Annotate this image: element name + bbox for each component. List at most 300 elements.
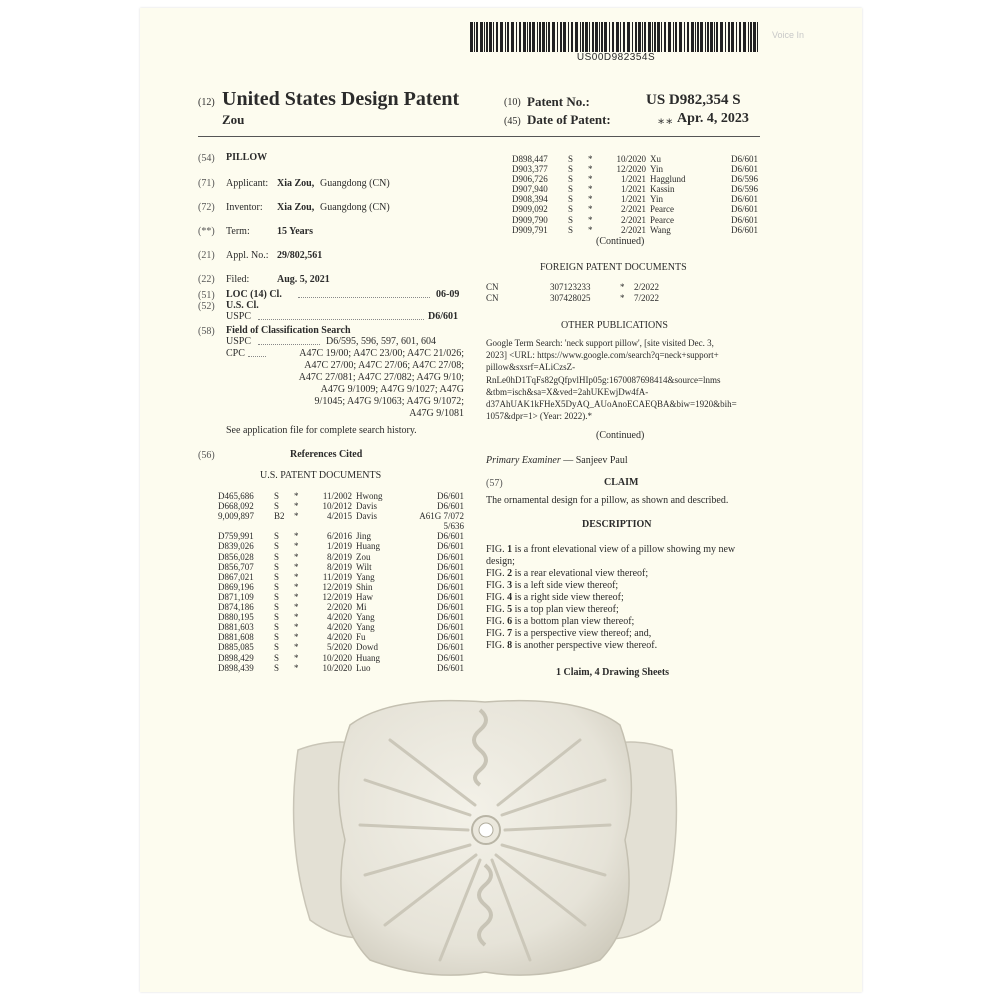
reference-date: 4/2020 — [326, 622, 352, 633]
reference-num: D906,726 — [512, 174, 548, 185]
barcode-bar — [714, 22, 715, 52]
barcode-bar — [707, 22, 709, 52]
reference-kind: S — [568, 224, 574, 235]
reference-star-cell — [294, 511, 304, 521]
barcode-bar — [592, 22, 594, 52]
reference-star-cell — [294, 592, 304, 602]
barcode-bar — [516, 22, 517, 52]
reference-star-cell — [294, 663, 304, 673]
us-patent-table-right — [512, 154, 758, 235]
reference-cls: D6/601 — [437, 561, 464, 572]
reference-row — [218, 642, 464, 652]
reference-star-cell — [294, 572, 304, 582]
foreign-docs-table — [486, 282, 762, 304]
code-22: (22) — [198, 274, 215, 285]
barcode-bar — [595, 22, 598, 52]
barcode-bar — [527, 22, 528, 52]
reference-date: 6/2016 — [326, 531, 352, 542]
other-pub-line: Google Term Search: 'neck support pillow', [site visited Dec. 3, — [486, 338, 714, 348]
reference-name: Haw — [356, 591, 373, 602]
reference-row — [218, 572, 464, 582]
reference-star-cell — [294, 582, 304, 592]
field-uspc-value: D6/595, 596, 597, 601, 604 — [326, 336, 436, 347]
figure-text: is a top plan view thereof; — [514, 604, 619, 615]
figure-description — [486, 628, 762, 640]
reference-star-cell — [294, 531, 304, 541]
other-pub-line: &tbm=isch&sa=X&ved=2ahUKEwjDw4fA- — [486, 386, 649, 397]
barcode-bar — [661, 22, 662, 52]
reference-kind: S — [568, 154, 574, 164]
reference-num: D465,686 — [218, 491, 254, 501]
claim-text: The ornamental design for a pillow, as shown and described. — [486, 495, 729, 506]
reference-name: Pearce — [650, 204, 674, 215]
reference-name: Hagglund — [650, 174, 686, 185]
barcode-bar — [580, 22, 581, 52]
reference-star-cell — [294, 541, 304, 551]
reference-date — [304, 521, 356, 531]
figure-text: is another perspective view thereof. — [514, 640, 658, 651]
reference-name: Mi — [356, 602, 367, 613]
reference-star: * — [294, 581, 299, 592]
reference-date: 12/2019 — [322, 581, 352, 592]
reference-num: D856,707 — [218, 561, 254, 572]
reference-star: * — [294, 662, 299, 673]
reference-star: * — [294, 591, 299, 602]
code-54: (54) — [198, 153, 215, 164]
figure-text: is a left side view thereof; — [514, 580, 619, 591]
reference-kind: S — [274, 632, 280, 643]
reference-name — [356, 521, 412, 531]
barcode-bar — [519, 22, 521, 52]
reference-star-cell — [294, 602, 304, 612]
reference-star-cell — [294, 653, 304, 663]
reference-num: D869,196 — [218, 581, 254, 592]
reference-cls: D6/601 — [437, 642, 464, 653]
reference-cls: D6/601 — [437, 581, 464, 592]
reference-row — [218, 663, 464, 673]
reference-name: Yin — [650, 194, 664, 205]
code-21: (21) — [198, 250, 215, 261]
reference-star: * — [588, 194, 593, 205]
reference-cls: D6/601 — [437, 531, 464, 542]
reference-cls: A61G 7/072 — [419, 511, 464, 522]
field-cpc-leader — [248, 356, 266, 357]
reference-date: 12/2019 — [322, 591, 352, 602]
reference-date: 2/2021 — [620, 224, 646, 235]
reference-star: * — [294, 501, 299, 512]
inventor-short: Zou — [222, 112, 245, 127]
figure-prefix: FIG. — [486, 592, 505, 603]
reference-row — [218, 602, 464, 612]
patent-number: US D982,354 S — [646, 92, 741, 108]
figure-description — [486, 604, 762, 616]
figure-description — [486, 580, 762, 592]
cpc-line: A47G 9/1081 — [409, 408, 464, 419]
reference-kind: S — [568, 164, 574, 175]
cpc-line: A47C 27/00; A47C 27/06; A47C 27/08; — [304, 360, 464, 371]
reference-kind: S — [274, 541, 280, 552]
barcode-bar — [668, 22, 671, 52]
reference-star-cell — [294, 552, 304, 562]
barcode-bar — [612, 22, 614, 52]
reference-kind — [274, 521, 294, 531]
reference-date: 11/2019 — [322, 571, 352, 582]
reference-star: * — [294, 511, 299, 522]
reference-name: Davis — [356, 511, 377, 522]
term-label: Term: — [226, 226, 250, 237]
figure-number: 7 — [507, 628, 513, 639]
reference-name: Fu — [356, 632, 366, 643]
barcode-number: US00D982354S — [576, 52, 656, 63]
reference-row — [218, 541, 464, 551]
reference-kind: S — [274, 501, 280, 512]
reference-row — [218, 562, 464, 572]
barcode-bar — [496, 22, 498, 52]
inventor-location: Guangdong (CN) — [320, 202, 390, 213]
reference-star-cell — [588, 204, 598, 214]
reference-num: D909,791 — [512, 224, 548, 235]
reference-cls: D6/601 — [437, 551, 464, 562]
barcode-bar — [679, 22, 682, 52]
reference-star-cell — [294, 642, 304, 652]
code-45: (45) — [504, 116, 521, 127]
reference-star: * — [588, 204, 593, 215]
code-term: (**) — [198, 226, 215, 237]
reference-star: * — [294, 551, 299, 562]
reference-num: D898,429 — [218, 652, 254, 663]
reference-num: D885,085 — [218, 642, 254, 653]
reference-kind: S — [568, 174, 574, 185]
reference-row — [512, 194, 758, 204]
barcode-bar — [627, 22, 630, 52]
reference-kind: S — [274, 612, 280, 623]
patent-no-label: Patent No.: — [527, 94, 590, 109]
appl-no-label: Appl. No.: — [226, 250, 269, 261]
barcode-bar — [700, 22, 703, 52]
reference-name: Davis — [356, 501, 377, 512]
code-10: (10) — [504, 97, 521, 108]
code-56: (56) — [198, 450, 215, 461]
reference-date: 8/2019 — [326, 551, 352, 562]
reference-row — [512, 204, 758, 214]
reference-cls: D6/601 — [731, 214, 758, 225]
barcode-bar — [710, 22, 713, 52]
barcode-bar — [529, 22, 531, 52]
figure-description — [486, 568, 762, 580]
figure-prefix: FIG. — [486, 616, 505, 627]
reference-cls: D6/601 — [437, 571, 464, 582]
uscl-label: U.S. Cl. — [226, 300, 259, 311]
reference-row — [512, 154, 758, 164]
reference-kind: S — [274, 491, 280, 501]
reference-name: Shin — [356, 581, 373, 592]
barcode-bar — [705, 22, 706, 52]
figure-list — [486, 544, 762, 652]
figure-text: is a rear elevational view thereof; — [514, 568, 649, 579]
reference-date: 10/2012 — [322, 501, 352, 512]
appl-no-value: 29/802,561 — [277, 250, 323, 261]
reference-cls: D6/601 — [437, 541, 464, 552]
reference-kind: S — [274, 652, 280, 663]
foreign-doc-country: CN — [486, 282, 499, 292]
reference-star: * — [588, 174, 593, 185]
examiner-dash: — — [563, 455, 574, 466]
figure-prefix: FIG. — [486, 640, 505, 651]
reference-cls: D6/601 — [437, 622, 464, 633]
reference-name: Dowd — [356, 642, 378, 653]
reference-row — [218, 653, 464, 663]
reference-kind: S — [274, 602, 280, 613]
applicant-name: Xia Zou, — [277, 178, 315, 189]
uscl-value: D6/601 — [428, 311, 458, 322]
code-58: (58) — [198, 326, 215, 337]
barcode-bar — [691, 22, 694, 52]
references-title: References Cited — [290, 449, 363, 460]
foreign-doc-date: 7/2022 — [634, 293, 660, 303]
code-52: (52) — [198, 301, 215, 312]
applicant-location: Guangdong (CN) — [320, 178, 390, 189]
date-mark: ∗∗ — [657, 114, 674, 128]
reference-cls: D6/596 — [731, 174, 758, 185]
reference-name: Kassin — [650, 184, 675, 195]
reference-name: Luo — [356, 662, 371, 673]
barcode-bar — [505, 22, 506, 52]
figure-number: 8 — [507, 640, 513, 651]
reference-num: D867,021 — [218, 571, 254, 582]
field-uspc-leader — [258, 344, 320, 345]
figure-number: 6 — [507, 616, 513, 627]
reference-star-cell — [588, 164, 598, 174]
field-uspc-label: USPC — [226, 336, 252, 347]
barcode-bar — [532, 22, 535, 52]
foreign-doc-star: * — [620, 293, 625, 303]
reference-row — [218, 511, 464, 521]
other-pub-line: 1057&dpr=1> (Year: 2022).* — [486, 411, 592, 422]
figure-text: is a front elevational view of a pillow showing my new design; — [486, 544, 736, 567]
filed-value: Aug. 5, 2021 — [277, 274, 330, 285]
reference-date: 1/2021 — [620, 184, 646, 195]
barcode-bar — [720, 22, 723, 52]
reference-row — [512, 225, 758, 235]
reference-num: D881,608 — [218, 632, 254, 643]
barcode-bar — [654, 22, 656, 52]
other-pubs-title: OTHER PUBLICATIONS — [561, 320, 668, 331]
loc-value: 06-09 — [436, 289, 460, 300]
reference-row — [218, 531, 464, 541]
reference-star: * — [294, 491, 299, 501]
cpc-line: A47C 27/081; A47C 27/082; A47G 9/10; — [298, 372, 464, 383]
barcode-bar — [604, 22, 607, 52]
field-search-note: See application file for complete search history. — [226, 425, 417, 436]
reference-name: Yang — [356, 622, 375, 633]
barcode-bar — [687, 22, 689, 52]
foreign-doc-num: 307123233 — [550, 282, 591, 292]
reference-star: * — [294, 541, 299, 552]
barcode-bar — [673, 22, 674, 52]
reference-row — [218, 552, 464, 562]
barcode-bar — [589, 22, 590, 52]
reference-star-cell — [588, 194, 598, 204]
figure-text: is a bottom plan view thereof; — [514, 616, 635, 627]
reference-date: 4/2015 — [326, 511, 352, 522]
claim-title: CLAIM — [604, 477, 639, 488]
barcode-bar — [571, 22, 573, 52]
reference-row — [218, 582, 464, 592]
barcode-bar — [644, 22, 646, 52]
barcode-bar — [582, 22, 584, 52]
reference-name: Pearce — [650, 214, 674, 225]
reference-num: D907,940 — [512, 184, 548, 195]
reference-date: 12/2020 — [616, 164, 646, 175]
figure-number: 3 — [507, 580, 513, 591]
reference-date: 2/2021 — [620, 204, 646, 215]
code-57: (57) — [486, 478, 503, 489]
reference-star-cell — [294, 521, 304, 531]
reference-row — [512, 164, 758, 174]
figure-description — [486, 640, 762, 652]
reference-star-cell — [294, 501, 304, 511]
barcode-bar — [537, 22, 538, 52]
reference-star: * — [294, 602, 299, 613]
other-pub-line: RnLe0hD1TqFs82gQfpvlHIp05g:1670087698414&source=lnms — [486, 374, 721, 385]
barcode-bar — [684, 22, 685, 52]
reference-row — [218, 521, 464, 531]
date-label: Date of Patent: — [527, 112, 611, 127]
reference-kind: S — [568, 204, 574, 215]
cpc-line: A47G 9/1009; A47G 9/1027; A47G — [320, 384, 464, 395]
reference-num: D839,026 — [218, 541, 254, 552]
barcode-bar — [748, 22, 749, 52]
figure-text: is a right side view thereof; — [514, 592, 624, 603]
reference-row — [218, 612, 464, 622]
figure-number: 1 — [507, 544, 513, 555]
reference-cls: D6/601 — [437, 491, 464, 501]
reference-date: 10/2020 — [616, 154, 646, 164]
figure-description — [486, 616, 762, 628]
reference-name: Xu — [650, 154, 661, 164]
reference-star-cell — [588, 154, 598, 164]
barcode-bar — [609, 22, 610, 52]
us-patent-docs-title: U.S. PATENT DOCUMENTS — [260, 470, 382, 481]
reference-star-cell — [588, 225, 598, 235]
reference-star: * — [588, 154, 593, 164]
reference-date: 4/2020 — [326, 612, 352, 623]
barcode-bar — [470, 22, 473, 52]
figure-text: is a perspective view thereof; and, — [514, 628, 652, 639]
reference-kind: S — [274, 581, 280, 592]
reference-name: Yang — [356, 571, 375, 582]
barcode-bar — [623, 22, 625, 52]
reference-date: 10/2020 — [322, 662, 352, 673]
barcode-bar — [480, 22, 483, 52]
barcode-bar — [620, 22, 621, 52]
barcode-bar — [657, 22, 660, 52]
reference-kind: S — [274, 662, 280, 673]
description-title: DESCRIPTION — [582, 519, 652, 530]
reference-cls: D6/601 — [731, 164, 758, 175]
barcode-bar — [750, 22, 752, 52]
reference-star: * — [588, 214, 593, 225]
reference-kind: S — [274, 551, 280, 562]
loc-leader — [298, 297, 430, 298]
barcode-bar — [542, 22, 545, 52]
reference-cls: D6/601 — [437, 652, 464, 663]
reference-kind: S — [274, 622, 280, 633]
figure-number: 4 — [507, 592, 513, 603]
loc-label: LOC (14) Cl. — [226, 289, 282, 300]
barcode-bar — [476, 22, 478, 52]
barcode-bar — [757, 22, 758, 52]
reference-cls: D6/601 — [437, 501, 464, 512]
barcode-bar — [632, 22, 633, 52]
reference-name: Yin — [650, 164, 664, 175]
barcode-bar — [563, 22, 566, 52]
reference-num: D909,790 — [512, 214, 548, 225]
code-12: (12) — [198, 97, 215, 108]
barcode-bar — [728, 22, 730, 52]
reference-cls: D6/601 — [437, 632, 464, 643]
barcode-bar — [568, 22, 569, 52]
code-72: (72) — [198, 202, 215, 213]
reference-num: D856,028 — [218, 551, 254, 562]
reference-date: 8/2019 — [326, 561, 352, 572]
other-pubs-text — [486, 337, 762, 422]
reference-cls: D6/601 — [731, 154, 758, 164]
reference-kind: S — [568, 184, 574, 195]
other-pub-line: 2023] <URL: https://www.google.com/search?q=neck+support+ — [486, 350, 719, 361]
reference-row — [218, 501, 464, 511]
reference-kind: S — [568, 214, 574, 225]
reference-date: 1/2021 — [620, 174, 646, 185]
barcode-bar — [664, 22, 666, 52]
reference-row — [218, 491, 464, 501]
figure-description — [486, 592, 762, 604]
reference-date: 4/2020 — [326, 632, 352, 643]
other-pub-line: d37AhUAK1kFHeX5DyAQ_AUoAnoECAEQBA&biw=1920&bih= — [486, 399, 737, 410]
reference-kind: S — [568, 194, 574, 205]
reference-name: Huang — [356, 541, 380, 552]
reference-cls: D6/601 — [731, 204, 758, 215]
barcode-bar — [500, 22, 503, 52]
reference-cls: D6/601 — [731, 194, 758, 205]
reference-num: 9,009,897 — [218, 511, 254, 522]
foreign-doc-num: 307428025 — [550, 293, 591, 303]
reference-star: * — [294, 612, 299, 623]
barcode-bar — [523, 22, 526, 52]
barcode-bar — [753, 22, 756, 52]
reference-row — [218, 622, 464, 632]
barcode-bar — [638, 22, 641, 52]
reference-name: Jing — [356, 531, 372, 542]
reference-num: D881,603 — [218, 622, 254, 633]
figure-prefix: FIG. — [486, 568, 505, 579]
term-value: 15 Years — [277, 226, 314, 237]
stamp-mark: Voice In — [772, 30, 805, 40]
reference-cls: D6/601 — [437, 602, 464, 613]
barcode-bar — [652, 22, 653, 52]
reference-row — [512, 215, 758, 225]
inventor-label: Inventor: — [226, 202, 263, 213]
figure-prefix: FIG. — [486, 604, 505, 615]
cpc-line: 9/1045; A47G 9/1063; A47G 9/1072; — [314, 396, 464, 407]
reference-star-cell — [588, 184, 598, 194]
reference-star: * — [294, 652, 299, 663]
reference-name: Yang — [356, 612, 375, 623]
patent-date: Apr. 4, 2023 — [677, 111, 749, 126]
reference-kind: S — [274, 571, 280, 582]
reference-kind: S — [274, 642, 280, 653]
barcode-bar — [575, 22, 578, 52]
